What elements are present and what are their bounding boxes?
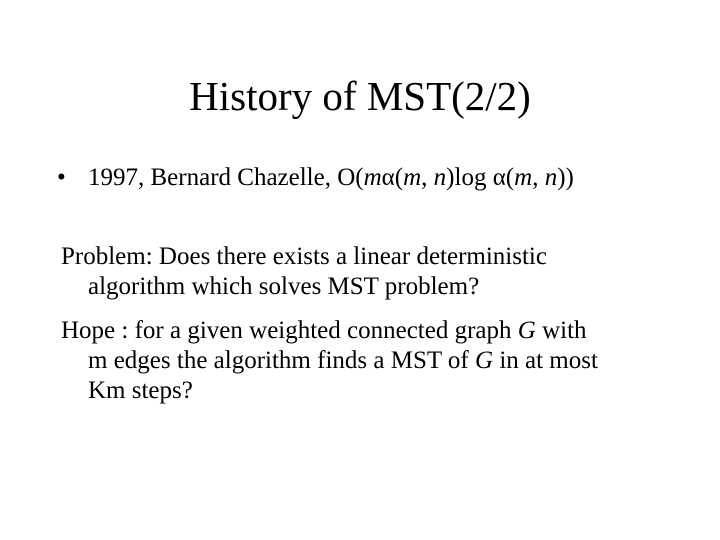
bullet-item <box>57 162 574 194</box>
problem-paragraph <box>61 242 701 302</box>
hope-line-2 <box>61 346 701 376</box>
bullet-alpha1: α( <box>381 164 404 191</box>
bullet-var-m2: m <box>403 164 422 191</box>
problem-line-1: Problem: Does there exists a linear deterministic <box>61 243 547 270</box>
hope-paragraph <box>61 316 701 406</box>
bullet-text-prefix: 1997, Bernard Chazelle, O( <box>88 164 364 191</box>
hope-var-g2: G <box>475 347 494 374</box>
bullet-var-m3: m <box>514 164 533 191</box>
bullet-var-n2: n <box>544 164 558 191</box>
bullet-var-m1: m <box>363 164 382 191</box>
hope-line-2-pre: m edges the algorithm finds a MST of <box>88 347 475 374</box>
bullet-marker: • <box>57 164 66 191</box>
bullet-mid: )log α( <box>446 164 515 191</box>
hope-line-3: Km steps? <box>88 377 193 404</box>
bullet-comma2: , <box>532 164 545 191</box>
bullet-suffix: )) <box>557 164 574 191</box>
bullet-var-n1: n <box>433 164 447 191</box>
bullet-comma1: , <box>421 164 434 191</box>
problem-line-2: algorithm which solves MST problem? <box>88 273 480 300</box>
hope-line-1-post: with <box>535 317 587 344</box>
hope-line-2-post: in at most <box>493 347 598 374</box>
hope-var-g1: G <box>517 317 536 344</box>
hope-line-1-pre: Hope : for a given weighted connected graph <box>61 317 518 344</box>
slide-title: History of MST(2/2) <box>189 73 531 119</box>
hope-line-1 <box>61 316 701 346</box>
